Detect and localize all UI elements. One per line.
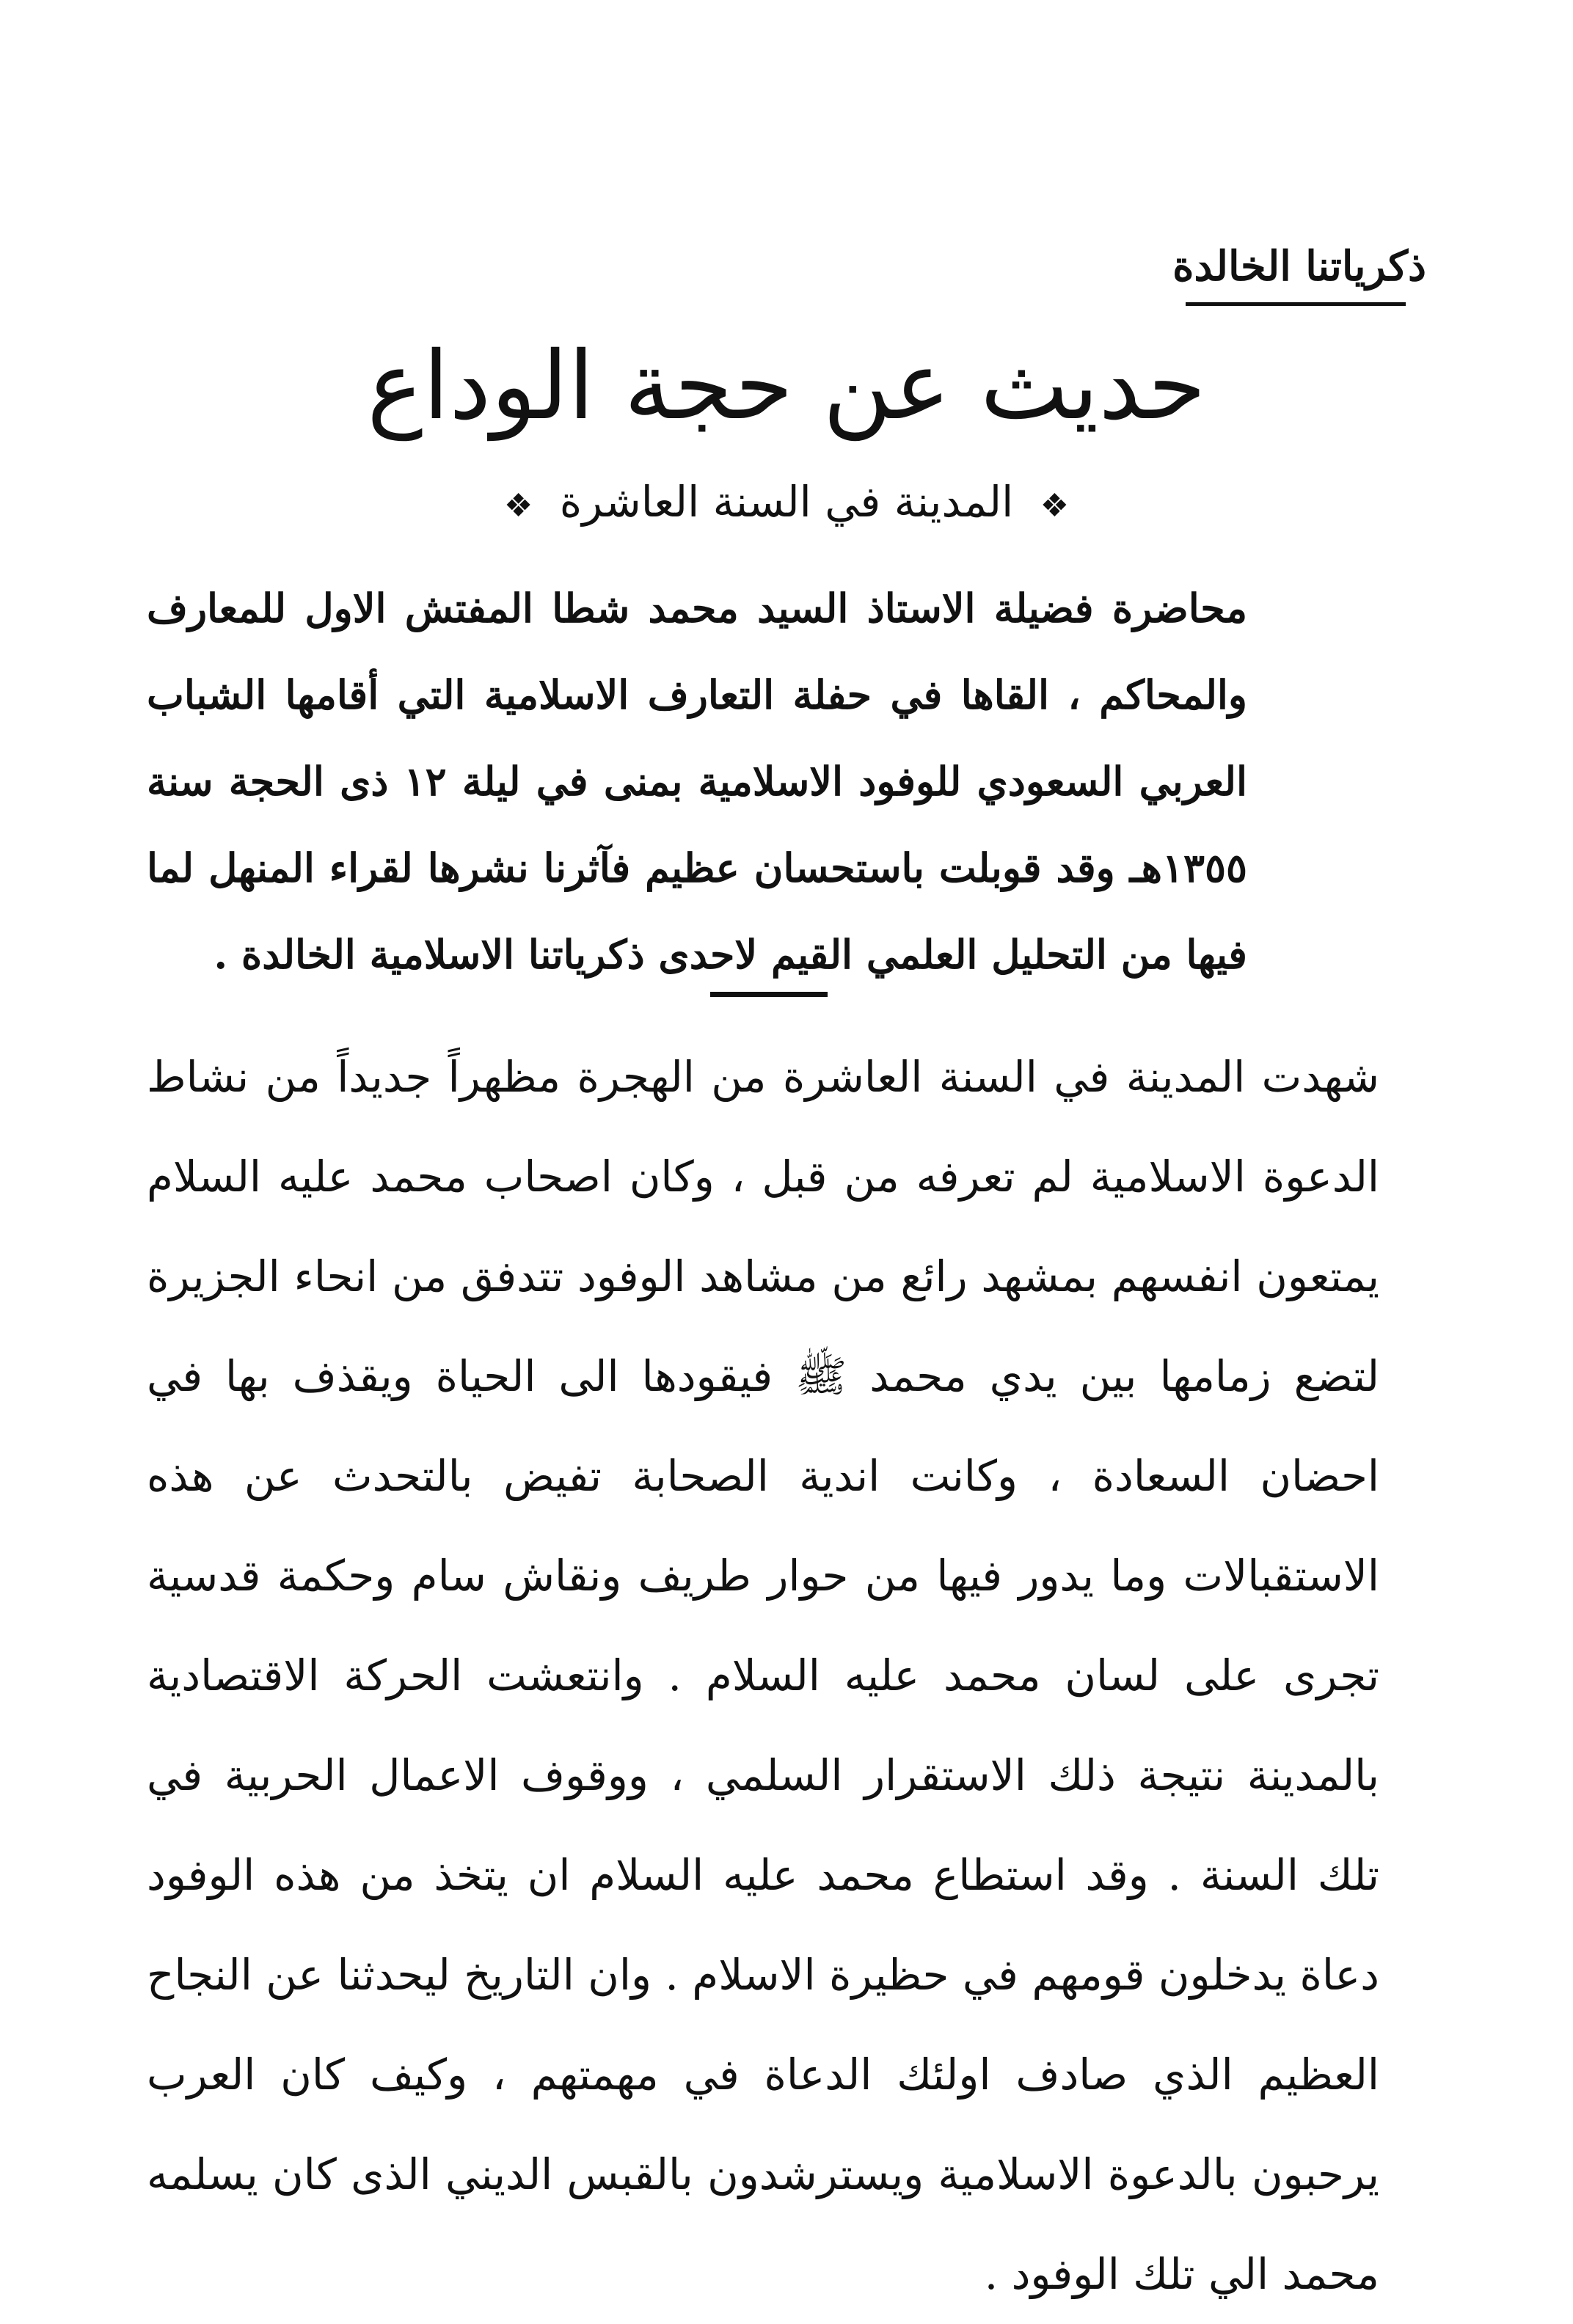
body-paragraph: شهدت المدينة في السنة العاشرة من الهجرة مظهراً جديداً من نشاط الدعوة الاسلامية لم تعرفه من قبل ، وكان اصحاب محمد عليه السلام يمتعون انفسهم بمشهد رائع من مشاهد الوفود تتدفق من انحاء الجزيرة لتضع زمامها بين يدي محمد ﷺ فيقودها الى الحياة ويقذف بها في احضان السعادة ، وكانت اندية الصحابة تفيض بالتحدث عن هذه الاستقبالات وما يدور فيها من حوار طريف ونقاش سام وحكمة قدسية تجرى على لسان محمد عليه السلام . وانتعشت الحركة الاقتصادية بالمدينة نتيجة ذلك الاستقرار السلمي ، ووقوف الاعمال الحربية في تلك السنة . وقد استطاع محمد عليه السلام ان يتخذ من هذه الوفود دعاة يدخلون قومهم في حظيرة الاسلام . وان التاريخ ليحدثنا عن النجاح العظيم الذي صادف اولئك الدعاة في مهمتهم ، وكيف كان العرب يرحبون بالدعوة الاسلامية ويسترشدون بالقبس الديني الذى كان يسلمه محمد الي تلك الوفود .	[147, 1052, 1379, 2299]
intro-paragraph: محاضرة فضيلة الاستاذ السيد محمد شطا المفتش الاول للمعارف والمحاكم ، القاها في حفلة التعارف الاسلامية التي أقامها الشباب العربي السعودي للوفود الاسلامية بمنى في ليلة ١٢ ذى الحجة سنة ١٣٥٥هـ وقد قوبلت باستحسان عظيم فآثرنا نشرها لقراء المنهل لما فيها من التحليل العلمي القيم لاحدى ذكرياتنا الاسلامية الخالدة .	[147, 585, 1248, 978]
subtitle-text: المدينة في السنة العاشرة	[559, 477, 1014, 527]
article-subtitle	[0, 477, 1573, 527]
section-divider	[710, 992, 828, 997]
article-title: حديث عن حجة الوداع	[367, 332, 1206, 441]
ornament-icon: ❖	[1040, 487, 1070, 525]
section-label-underline	[1186, 302, 1406, 306]
section-label: ذكرياتنا الخالدة	[1172, 242, 1426, 290]
ornament-icon: ❖	[503, 487, 533, 525]
